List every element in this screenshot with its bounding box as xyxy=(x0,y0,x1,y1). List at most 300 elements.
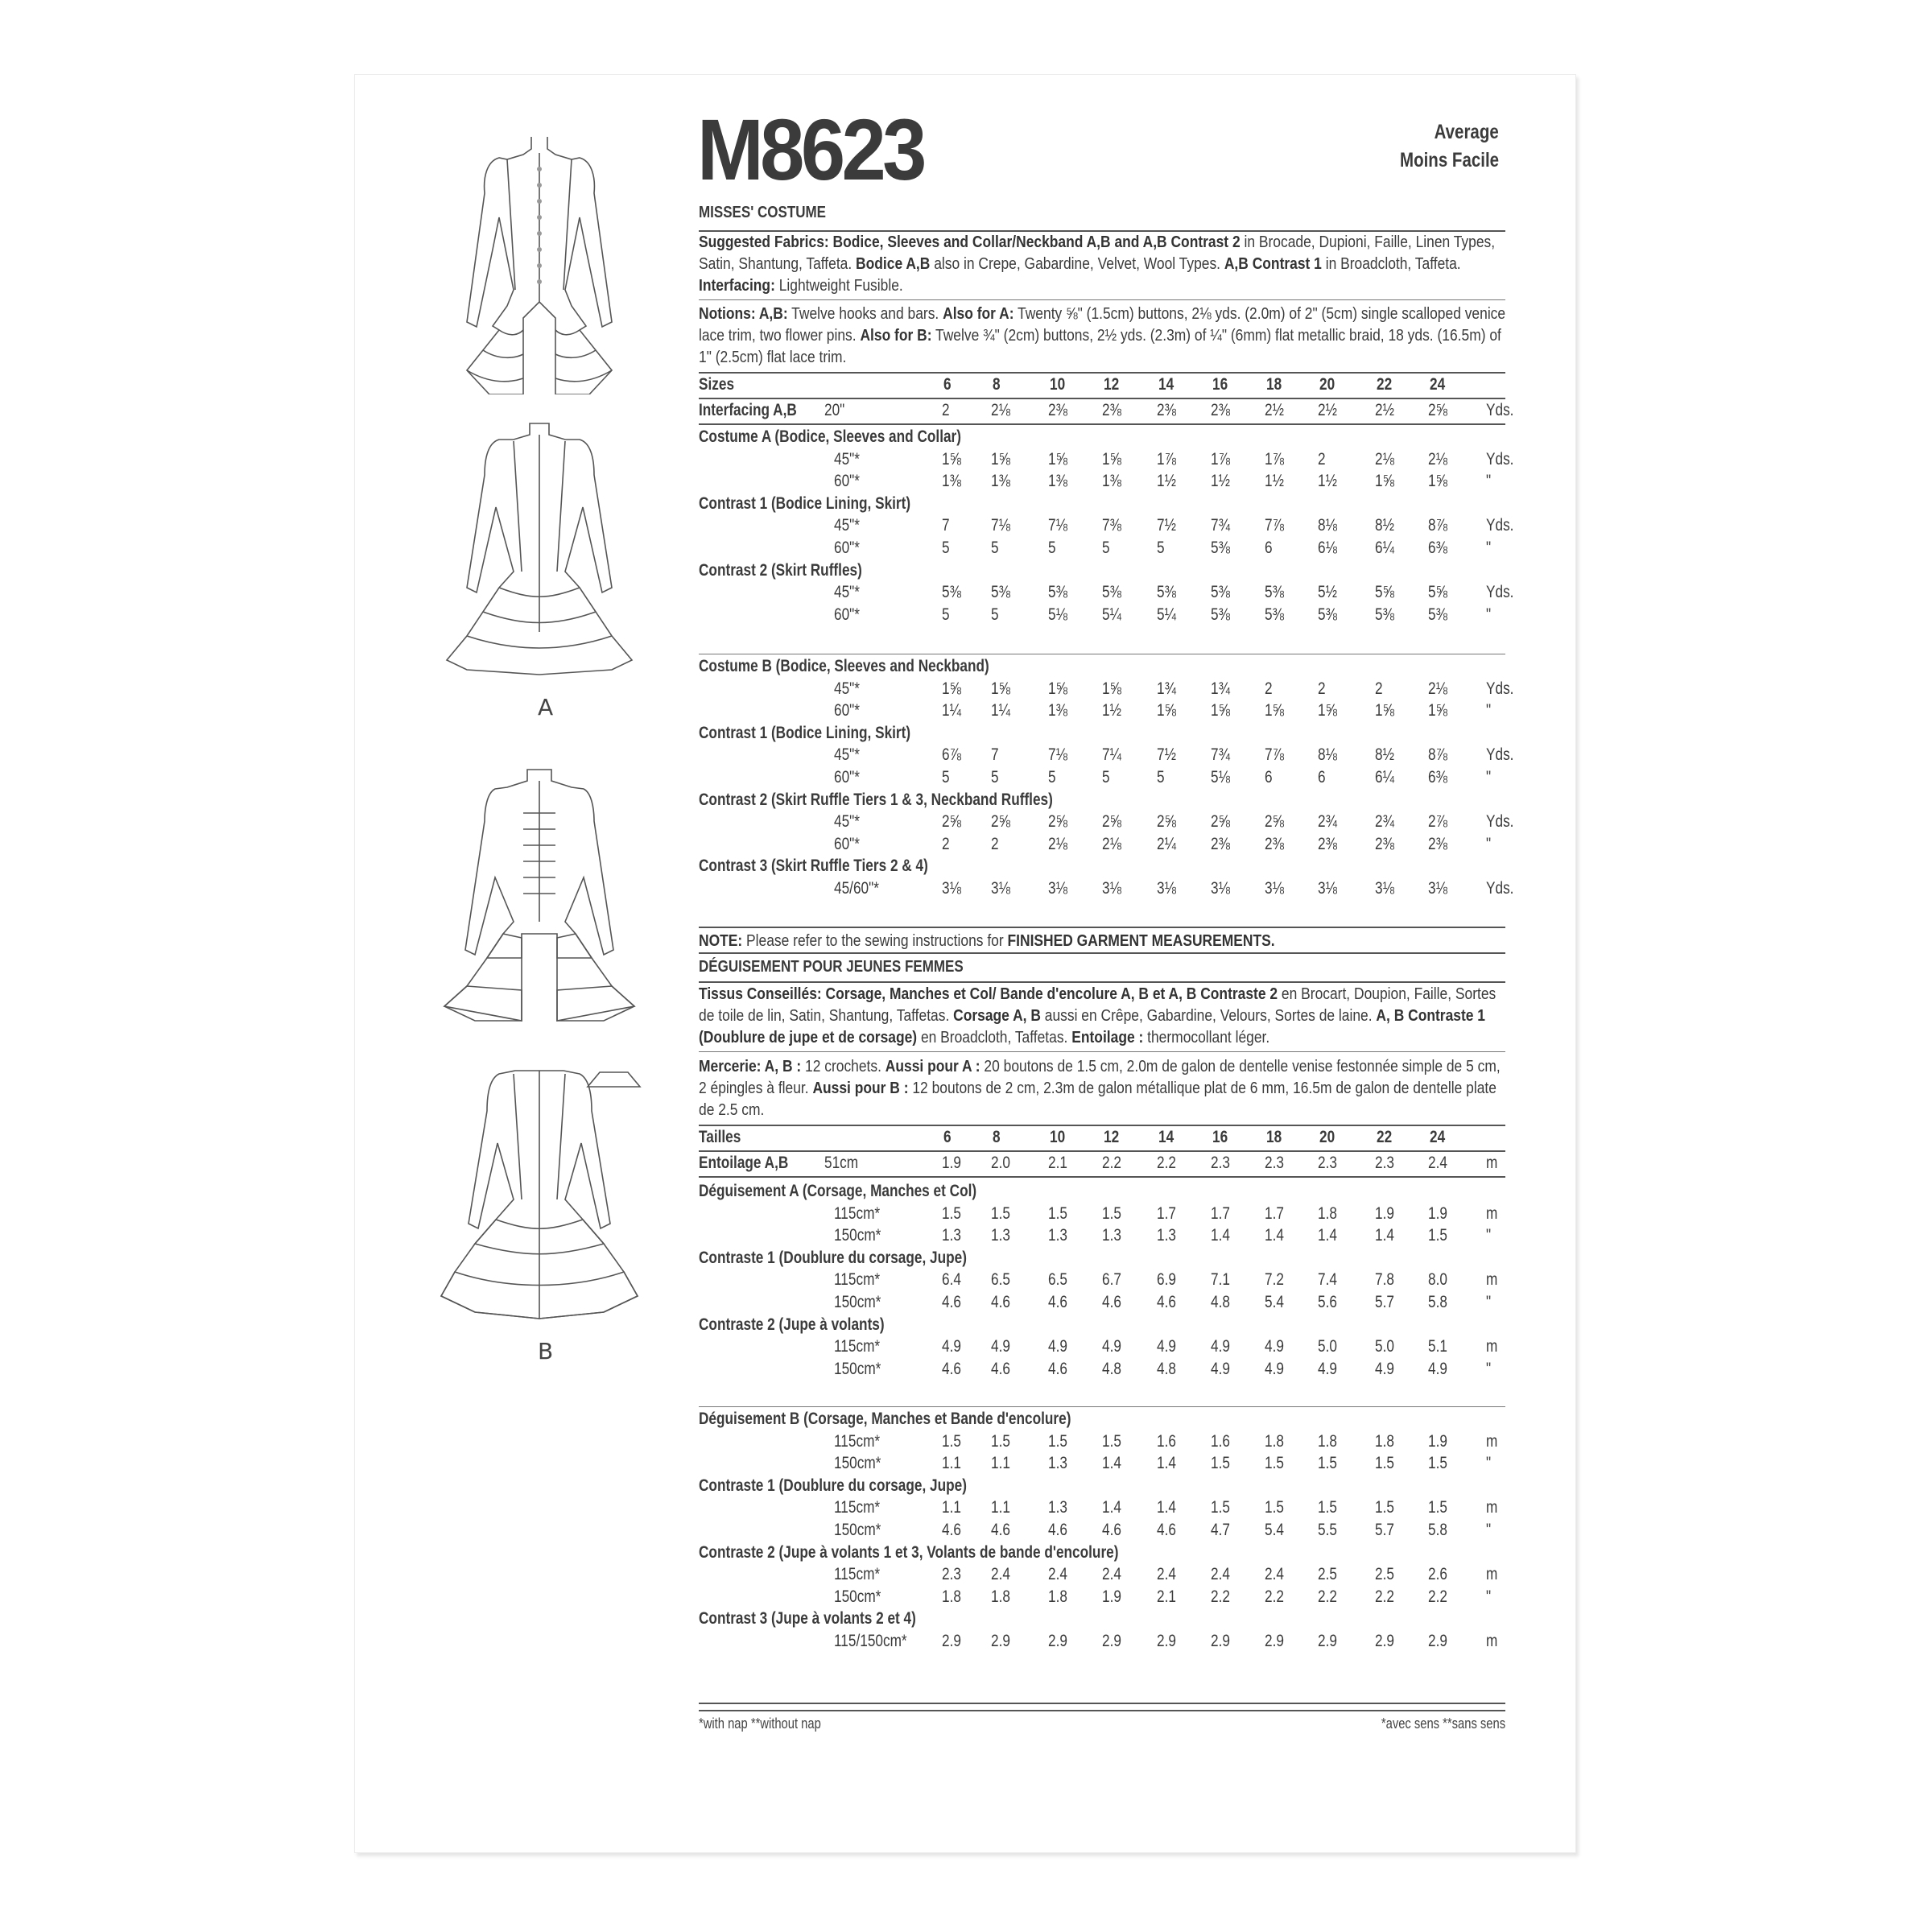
yardage-value: 5.0 xyxy=(1318,1337,1337,1356)
yardage-value: 5 xyxy=(1048,539,1056,557)
unit: Yds. xyxy=(1486,679,1514,698)
footer-divider xyxy=(699,1703,1505,1704)
unit: " xyxy=(1486,605,1492,624)
yardage-value: 2.2 xyxy=(1318,1587,1337,1606)
yardage-value: 4.9 xyxy=(991,1337,1010,1356)
unit: Yds. xyxy=(1486,879,1514,898)
divider xyxy=(699,1150,1505,1152)
yardage-value: 1⅝ xyxy=(1102,449,1121,469)
yardage-value: 1.4 xyxy=(1265,1226,1284,1245)
yardage-value: 1.5 xyxy=(1211,1498,1230,1517)
fabric-group-title: Contraste 1 (Doublure du corsage, Jupe) xyxy=(699,1476,967,1495)
size-column-header: 16 xyxy=(1212,375,1228,394)
note-label: NOTE: xyxy=(699,931,743,950)
yardage-value: 1.4 xyxy=(1211,1226,1230,1245)
table-row xyxy=(0,1564,1932,1585)
yardage-value: 5.0 xyxy=(1375,1337,1394,1356)
fabrics-bodice-text: also in Crepe, Gabardine, Velvet, Wool Types. xyxy=(930,254,1224,273)
fabrics-bodice-label-fr: Corsage A, B xyxy=(953,1006,1041,1025)
yardage-value: 1⅞ xyxy=(1265,449,1284,469)
yardage-value: 1.4 xyxy=(1102,1498,1121,1517)
fabrics-text: in Brocade, Dupioni, Faille, Linen Types, Satin, Shantung, Taffeta. xyxy=(699,233,1496,273)
yardage-value: 2 xyxy=(942,401,950,419)
yardage-value: 8⅛ xyxy=(1318,516,1337,535)
yardage-value: 2.9 xyxy=(1375,1632,1394,1650)
unit: " xyxy=(1486,1359,1492,1378)
yardage-value: 1.3 xyxy=(991,1226,1010,1245)
fabric-width: 45"* xyxy=(834,745,860,765)
yardage-value: 1.8 xyxy=(1318,1431,1337,1451)
yardage-value: 1.3 xyxy=(1157,1226,1176,1245)
yardage-value: 2⅝ xyxy=(1102,812,1121,832)
yardage-value: 2⅝ xyxy=(942,812,961,832)
yardage-value: 1.9 xyxy=(1428,1431,1447,1451)
size-column-header: 24 xyxy=(1430,1128,1446,1146)
yardage-value: 2 xyxy=(1265,679,1273,698)
yardage-value: 2.9 xyxy=(942,1632,961,1650)
fabric-group-title: Contrast 3 (Jupe à volants 2 et 4) xyxy=(699,1609,916,1629)
yardage-value: 2½ xyxy=(1375,401,1394,419)
divider xyxy=(699,372,1505,374)
yardage-value: 1.5 xyxy=(1265,1498,1284,1517)
yardage-value: 2⅜ xyxy=(1102,401,1121,419)
yardage-value: 1½ xyxy=(1157,472,1176,491)
yardage-value: 1.4 xyxy=(1375,1226,1394,1245)
yardage-value: 5¼ xyxy=(1102,605,1121,624)
divider xyxy=(699,398,1505,399)
yardage-value: 5⅜ xyxy=(1265,583,1284,602)
yardage-value: 8⅛ xyxy=(1318,745,1337,765)
yardage-value: 2.3 xyxy=(1265,1154,1284,1172)
fabric-width: 20" xyxy=(824,401,845,419)
yardage-value: 1½ xyxy=(1265,472,1284,491)
fabric-group-title: Contrast 3 (Skirt Ruffle Tiers 2 & 4) xyxy=(699,857,928,876)
yardage-value: 1⅞ xyxy=(1211,449,1230,469)
interfacing-text: Lightweight Fusible. xyxy=(774,276,903,295)
table-row xyxy=(0,745,1932,766)
yardage-value: 4.9 xyxy=(1102,1337,1121,1356)
fabric-width: 60"* xyxy=(834,472,860,491)
unit: m xyxy=(1486,1154,1498,1172)
yardage-value: 6¼ xyxy=(1375,768,1394,786)
notions-b-label-fr: Aussi pour B : xyxy=(812,1079,909,1097)
fabric-width: 150cm* xyxy=(834,1359,881,1378)
fabrics-bodice-text-fr: aussi en Crêpe, Gabardine, Velours, Sortes de laine. xyxy=(1040,1006,1377,1025)
unit: " xyxy=(1486,768,1492,786)
yardage-value: 6⅜ xyxy=(1428,768,1447,786)
notions-text-fr: 12 crochets. xyxy=(801,1057,886,1075)
yardage-value: 3⅛ xyxy=(1375,879,1394,898)
yardage-value: 8⅞ xyxy=(1428,745,1447,765)
yardage-value: 2⅝ xyxy=(1265,812,1284,832)
unit: " xyxy=(1486,1587,1492,1606)
yardage-value: 2.3 xyxy=(942,1565,961,1584)
yardage-value: 7⅛ xyxy=(1048,745,1067,765)
yardage-value: 1.5 xyxy=(1048,1203,1067,1223)
size-column-header: 12 xyxy=(1104,1128,1120,1146)
fabric-width: 45/60"* xyxy=(834,879,879,898)
yardage-value: 2 xyxy=(942,834,950,853)
yardage-value: 1.3 xyxy=(1102,1226,1121,1245)
unit: m xyxy=(1486,1565,1498,1584)
yardage-value: 1.9 xyxy=(1375,1203,1394,1223)
yardage-value: 5.8 xyxy=(1428,1521,1447,1539)
yardage-value: 2⅜ xyxy=(1048,401,1067,419)
yardage-value: 3⅛ xyxy=(1265,879,1284,898)
yardage-value: 1.8 xyxy=(942,1587,961,1606)
yardage-value: 5¼ xyxy=(1157,605,1176,624)
yardage-value: 7⅜ xyxy=(1102,516,1121,535)
unit: Yds. xyxy=(1486,516,1514,535)
fabrics-contrast1-text-fr: en Broadcloth, Taffetas. xyxy=(917,1028,1072,1046)
yardage-value: 4.9 xyxy=(942,1337,961,1356)
yardage-value: 5⅜ xyxy=(1211,605,1230,624)
table-row xyxy=(0,811,1932,832)
yardage-value: 1.5 xyxy=(1428,1498,1447,1517)
yardage-value: 3⅛ xyxy=(991,879,1010,898)
unit: m xyxy=(1486,1498,1498,1517)
yardage-value: 1.5 xyxy=(1102,1431,1121,1451)
yardage-value: 1.7 xyxy=(1157,1203,1176,1223)
unit: " xyxy=(1486,1226,1492,1245)
yardage-value: 4.8 xyxy=(1102,1359,1121,1378)
unit: m xyxy=(1486,1270,1498,1290)
footnote-en: *with nap **without nap xyxy=(699,1715,821,1732)
yardage-value: 5 xyxy=(991,539,999,557)
yardage-value: 2.3 xyxy=(1211,1154,1230,1172)
table-row xyxy=(0,1336,1932,1357)
yardage-value: 2.2 xyxy=(1428,1587,1447,1606)
size-column-header: 10 xyxy=(1050,375,1066,394)
yardage-value: 4.9 xyxy=(1048,1337,1067,1356)
yardage-value: 2.4 xyxy=(1428,1154,1447,1172)
yardage-value: 8.0 xyxy=(1428,1270,1447,1290)
fabric-width: 150cm* xyxy=(834,1293,881,1311)
yardage-value: 4.9 xyxy=(1265,1337,1284,1356)
yardage-value: 1⅝ xyxy=(991,679,1010,698)
fabric-width: 115cm* xyxy=(834,1270,881,1290)
yardage-value: 2.2 xyxy=(1375,1587,1394,1606)
yardage-value: 2.1 xyxy=(1157,1587,1176,1606)
fabric-group-title: Contraste 2 (Jupe à volants) xyxy=(699,1315,885,1334)
fabric-width: 45"* xyxy=(834,449,860,469)
yardage-value: 2⅝ xyxy=(1048,812,1067,832)
yardage-value: 5⅜ xyxy=(1157,583,1176,602)
note-emphasis: FINISHED GARMENT MEASUREMENTS. xyxy=(1007,931,1275,950)
fabric-width: 60"* xyxy=(834,539,860,557)
yardage-value: 5.7 xyxy=(1375,1521,1394,1539)
yardage-value: 5⅜ xyxy=(1318,605,1337,624)
yardage-value: 1⅝ xyxy=(1375,472,1394,491)
yardage-value: 1⅝ xyxy=(1428,701,1447,720)
unit: m xyxy=(1486,1337,1498,1356)
yardage-value: 2½ xyxy=(1265,401,1284,419)
yardage-value: 4.9 xyxy=(1265,1359,1284,1378)
yardage-value: 1⅜ xyxy=(1048,472,1067,491)
note-text: Please refer to the sewing instructions for xyxy=(742,931,1008,950)
yardage-value: 1½ xyxy=(1318,472,1337,491)
table-row xyxy=(0,1431,1932,1452)
divider xyxy=(699,927,1505,928)
unit: " xyxy=(1486,1521,1492,1539)
yardage-value: 2.9 xyxy=(1048,1632,1067,1650)
yardage-value: 2.4 xyxy=(1157,1565,1176,1584)
yardage-value: 5.8 xyxy=(1428,1293,1447,1311)
yardage-value: 2.2 xyxy=(1157,1154,1176,1172)
unit: m xyxy=(1486,1431,1498,1451)
fabric-width: 45"* xyxy=(834,583,860,602)
sizes-header-row xyxy=(0,1127,1932,1148)
yardage-value: 7.2 xyxy=(1265,1270,1284,1290)
table-row xyxy=(0,605,1932,625)
yardage-value: 6⅛ xyxy=(1318,539,1337,557)
unit: " xyxy=(1486,472,1492,491)
size-column-header: 22 xyxy=(1377,375,1393,394)
table-row xyxy=(0,878,1932,899)
yardage-value: 5 xyxy=(942,605,950,624)
footnote-fr: *avec sens **sans sens xyxy=(1381,1715,1505,1732)
yardage-value: 5.1 xyxy=(1428,1337,1447,1356)
yardage-value: 5.5 xyxy=(1318,1521,1337,1539)
fabric-width: 45"* xyxy=(834,679,860,698)
title-en: MISSES' COSTUME xyxy=(699,204,827,221)
yardage-value: 1.5 xyxy=(1211,1454,1230,1473)
yardage-value: 2.9 xyxy=(1211,1632,1230,1650)
size-column-header: 22 xyxy=(1377,1128,1393,1146)
yardage-value: 6 xyxy=(1265,539,1273,557)
yardage-value: 5 xyxy=(942,539,950,557)
fabric-width: 115cm* xyxy=(834,1565,881,1584)
yardage-value: 7.4 xyxy=(1318,1270,1337,1290)
yardage-value: 1.1 xyxy=(991,1498,1010,1517)
yardage-value: 2⅝ xyxy=(991,812,1010,832)
yardage-value: 7 xyxy=(991,745,999,765)
fabric-width: 150cm* xyxy=(834,1587,881,1606)
yardage-value: 1.4 xyxy=(1157,1498,1176,1517)
table-row xyxy=(0,767,1932,788)
table-row xyxy=(0,582,1932,603)
table-row xyxy=(0,471,1932,492)
yardage-value: 8⅞ xyxy=(1428,516,1447,535)
notions-a-label-fr: Aussi pour A : xyxy=(885,1057,980,1075)
size-column-header: 24 xyxy=(1430,375,1446,394)
yardage-value: 5½ xyxy=(1318,583,1337,602)
unit: m xyxy=(1486,1203,1498,1223)
size-column-header: 10 xyxy=(1050,1128,1066,1146)
table-row xyxy=(0,1587,1932,1608)
yardage-value: 4.9 xyxy=(1157,1337,1176,1356)
fabric-width: 45"* xyxy=(834,516,860,535)
view-label-a: A xyxy=(538,694,554,720)
yardage-value: 6.7 xyxy=(1102,1270,1121,1290)
yardage-value: 2⅛ xyxy=(991,401,1010,419)
table-row xyxy=(0,1359,1932,1380)
table-row xyxy=(0,449,1932,470)
yardage-value: 2.0 xyxy=(991,1154,1010,1172)
yardage-value: 2⅜ xyxy=(1211,401,1230,419)
notions-text: Twelve hooks and bars. xyxy=(787,304,943,323)
footer-divider xyxy=(699,1710,1505,1711)
yardage-value: 2⅝ xyxy=(1157,812,1176,832)
yardage-value: 2⅛ xyxy=(1048,834,1067,853)
unit: " xyxy=(1486,1454,1492,1473)
fabric-group-title: Déguisement B (Corsage, Manches et Bande d'encolure) xyxy=(699,1410,1071,1428)
yardage-value: 2⅛ xyxy=(1375,449,1394,469)
yardage-value: 1.9 xyxy=(942,1154,961,1172)
difficulty-en: Average xyxy=(1434,121,1499,143)
yardage-value: 6⅞ xyxy=(942,745,961,765)
fabrics-label-fr: Tissus Conseillés: Corsage, Manches et Col/ Bande d'encolure A, B et A, B Contraste 2 xyxy=(699,985,1278,1003)
yardage-value: 4.6 xyxy=(1157,1521,1176,1539)
yardage-value: 4.9 xyxy=(1211,1337,1230,1356)
yardage-value: 5⅜ xyxy=(1375,605,1394,624)
interfacing-row xyxy=(0,400,1932,421)
yardage-value: 5⅛ xyxy=(1211,768,1230,786)
yardage-value: 1.1 xyxy=(942,1454,961,1473)
divider xyxy=(699,1051,1505,1052)
yardage-value: 1½ xyxy=(1211,472,1230,491)
table-row xyxy=(0,1203,1932,1224)
notions-en xyxy=(699,303,1506,368)
yardage-value: 2⅝ xyxy=(1428,401,1447,419)
fabric-group-title: Costume B (Bodice, Sleeves and Neckband) xyxy=(699,657,989,675)
table-row xyxy=(0,834,1932,855)
yardage-value: 1.6 xyxy=(1211,1431,1230,1451)
divider xyxy=(699,299,1505,300)
size-column-header: 16 xyxy=(1212,1128,1228,1146)
unit: Yds. xyxy=(1486,745,1514,765)
yardage-value: 1.5 xyxy=(1375,1498,1394,1517)
yardage-value: 1.3 xyxy=(942,1226,961,1245)
yardage-value: 4.6 xyxy=(1157,1293,1176,1311)
yardage-value: 5 xyxy=(991,768,999,786)
table-row xyxy=(0,700,1932,721)
yardage-value: 6 xyxy=(1318,768,1326,786)
fabric-width: 150cm* xyxy=(834,1454,881,1473)
sizes-label: Sizes xyxy=(699,375,735,394)
yardage-value: 5 xyxy=(1102,768,1110,786)
yardage-value: 2.4 xyxy=(1102,1565,1121,1584)
view-label-b: B xyxy=(538,1338,554,1364)
fabric-width: 150cm* xyxy=(834,1521,881,1539)
fabric-group-title: Contrast 1 (Bodice Lining, Skirt) xyxy=(699,723,911,742)
yardage-value: 4.6 xyxy=(1048,1359,1067,1378)
yardage-value: 6.4 xyxy=(942,1270,961,1290)
yardage-value: 5⅜ xyxy=(1428,605,1447,624)
fabric-width: 60"* xyxy=(834,768,860,786)
yardage-value: 1.5 xyxy=(1102,1203,1121,1223)
yardage-value: 3⅛ xyxy=(1048,879,1067,898)
yardage-value: 1.5 xyxy=(942,1203,961,1223)
yardage-value: 1⅜ xyxy=(942,472,961,491)
interfacing-text-fr: thermocollant léger. xyxy=(1143,1028,1270,1046)
yardage-value: 5⅜ xyxy=(1211,583,1230,602)
yardage-value: 7½ xyxy=(1157,745,1176,765)
yardage-value: 7¾ xyxy=(1211,745,1230,765)
fabric-group-title: Contrast 1 (Bodice Lining, Skirt) xyxy=(699,493,911,513)
yardage-value: 3⅛ xyxy=(942,879,961,898)
yardage-value: 3⅛ xyxy=(1102,879,1121,898)
yardage-value: 1⅜ xyxy=(1102,472,1121,491)
yardage-value: 2.4 xyxy=(991,1565,1010,1584)
size-column-header: 14 xyxy=(1158,375,1174,394)
yardage-value: 2.4 xyxy=(1048,1565,1067,1584)
yardage-value: 1.5 xyxy=(1318,1498,1337,1517)
yardage-value: 1.5 xyxy=(942,1431,961,1451)
yardage-value: 4.8 xyxy=(1157,1359,1176,1378)
fabric-width: 115cm* xyxy=(834,1431,881,1451)
notions-a-text-fr: 20 boutons de 1.5 cm, 2.0m de galon de dentelle venise festonnée simple de 5 cm, 2 épingles à fleur. xyxy=(699,1057,1501,1097)
yardage-value: 3⅛ xyxy=(1318,879,1337,898)
yardage-value: 5 xyxy=(1157,768,1165,786)
yardage-value: 1.5 xyxy=(1375,1454,1394,1473)
yardage-value: 2.1 xyxy=(1048,1154,1067,1172)
yardage-value: 2.2 xyxy=(1265,1587,1284,1606)
yardage-value: 7¼ xyxy=(1102,745,1121,765)
yardage-value: 1.3 xyxy=(1048,1498,1067,1517)
interfacing-row xyxy=(0,1153,1932,1174)
notions-label-fr: Mercerie: A, B : xyxy=(699,1057,802,1075)
yardage-value: 5 xyxy=(1048,768,1056,786)
yardage-value: 4.6 xyxy=(1102,1293,1121,1311)
sizes-label: Tailles xyxy=(699,1128,741,1146)
yardage-value: 5⅛ xyxy=(1048,605,1067,624)
yardage-value: 1⅝ xyxy=(1048,449,1067,469)
yardage-value: 2.9 xyxy=(991,1632,1010,1650)
yardage-value: 1⅝ xyxy=(942,449,961,469)
fabric-group-title: Costume A (Bodice, Sleeves and Collar) xyxy=(699,427,961,446)
unit: Yds. xyxy=(1486,401,1514,419)
fabric-group-title: Déguisement A (Corsage, Manches et Col) xyxy=(699,1182,977,1200)
size-column-header: 18 xyxy=(1266,1128,1282,1146)
yardage-value: 2⅛ xyxy=(1102,834,1121,853)
yardage-value: 2⅞ xyxy=(1428,812,1447,832)
pattern-number: M8623 xyxy=(697,101,923,198)
yardage-value: 5 xyxy=(942,768,950,786)
fabric-width: 51cm xyxy=(824,1154,859,1172)
yardage-value: 1.8 xyxy=(1318,1203,1337,1223)
divider xyxy=(699,1176,1505,1178)
yardage-value: 2 xyxy=(1375,679,1383,698)
yardage-value: 4.6 xyxy=(942,1293,961,1311)
yardage-value: 4.6 xyxy=(942,1359,961,1378)
yardage-value: 5 xyxy=(1157,539,1165,557)
yardage-value: 2⅜ xyxy=(1428,834,1447,853)
yardage-value: 1½ xyxy=(1102,701,1121,720)
yardage-value: 1⅝ xyxy=(991,449,1010,469)
yardage-value: 5⅜ xyxy=(1265,605,1284,624)
yardage-value: 4.9 xyxy=(1428,1359,1447,1378)
yardage-value: 5.4 xyxy=(1265,1293,1284,1311)
fabric-group-title: Contraste 2 (Jupe à volants 1 et 3, Volants de bande d'encolure) xyxy=(699,1542,1119,1562)
row-label: Entoilage A,B xyxy=(699,1154,789,1172)
interfacing-label-fr: Entoilage : xyxy=(1071,1028,1144,1046)
fabric-width: 115cm* xyxy=(834,1203,881,1223)
title-fr: DÉGUISEMENT POUR JEUNES FEMMES xyxy=(699,958,964,976)
divider xyxy=(699,1406,1505,1407)
yardage-value: 2⅝ xyxy=(1211,812,1230,832)
fabric-width: 115cm* xyxy=(834,1337,881,1356)
yardage-value: 5⅜ xyxy=(1211,539,1230,557)
yardage-value: 4.6 xyxy=(991,1293,1010,1311)
table-row xyxy=(0,1453,1932,1474)
yardage-value: 2.9 xyxy=(1157,1632,1176,1650)
yardage-value: 2.4 xyxy=(1265,1565,1284,1584)
table-row xyxy=(0,1520,1932,1541)
fabrics-contrast1-text: in Broadcloth, Taffeta. xyxy=(1321,254,1461,273)
divider xyxy=(699,952,1505,954)
unit: " xyxy=(1486,1293,1492,1311)
